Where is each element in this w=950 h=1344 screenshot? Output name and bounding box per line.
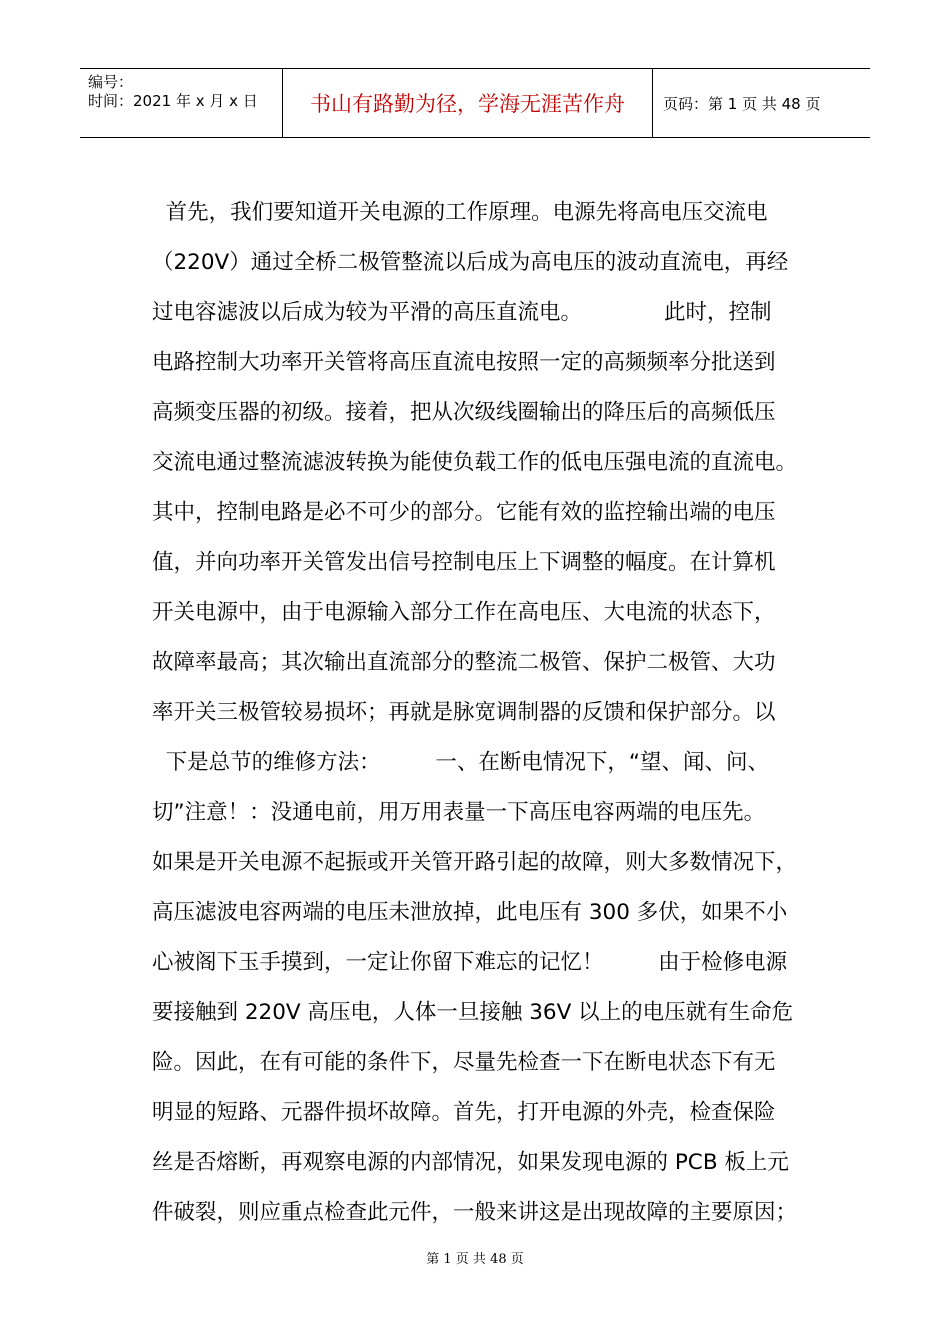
- body-line: 其中，控制电路是必不可少的部分。它能有效的监控输出端的电压: [152, 500, 776, 525]
- body-line: 过电容滤波以后成为较为平滑的高压直流电。 此时，控制: [152, 300, 772, 325]
- body-line: 首先，我们要知道开关电源的工作原理。电源先将高电压交流电: [152, 200, 768, 225]
- body-line: 切”注意！：没通电前，用万用表量一下高压电容两端的电压先。: [152, 800, 766, 825]
- page-footer: 第 1 页 共 48 页: [426, 1252, 524, 1267]
- body-line: 要接触到 220V 高压电，人体一旦接触 36V 以上的电压就有生命危: [152, 1000, 794, 1025]
- header-meta: [88, 73, 258, 111]
- body-line: 高频变压器的初级。接着，把从次级线圈输出的降压后的高频低压: [152, 400, 776, 425]
- body-line: 交流电通过整流滤波转换为能使负载工作的低电压强电流的直流电。: [152, 450, 798, 475]
- body-line: 开关电源中，由于电源输入部分工作在高电压、大电流的状态下，: [152, 600, 776, 625]
- document-number-label: 编号：: [88, 73, 134, 91]
- body-line: （220V）通过全桥二极管整流以后成为高电压的波动直流电，再经: [152, 250, 789, 275]
- header-page-info: 页码：第 1 页 共 48 页: [663, 94, 821, 113]
- body-line: 故障率最高；其次输出直流部分的整流二极管、保护二极管、大功: [152, 650, 776, 675]
- page-header: [80, 68, 870, 138]
- header-divider: [652, 69, 653, 137]
- body-line: 高压滤波电容两端的电压未泄放掉，此电压有 300 多伏，如果不小: [152, 900, 788, 925]
- body-line: 率开关三极管较易损坏；再就是脉宽调制器的反馈和保护部分。以: [152, 700, 776, 725]
- body-line: 下是总节的维修方法： 一、在断电情况下，“望、闻、问、: [152, 750, 769, 775]
- body-line: 电路控制大功率开关管将高压直流电按照一定的高频频率分批送到: [152, 350, 776, 375]
- body-line: 件破裂，则应重点检查此元件，一般来讲这是出现故障的主要原因；: [152, 1200, 798, 1225]
- body-line: 如果是开关电源不起振或开关管开路引起的故障，则大多数情况下，: [152, 850, 798, 875]
- body-line: 险。因此，在有可能的条件下，尽量先检查一下在断电状态下有无: [152, 1050, 776, 1075]
- header-motto: 书山有路勤为径，学海无涯苦作舟: [310, 92, 625, 116]
- body-line: 明显的短路、元器件损坏故障。首先，打开电源的外壳，检查保险: [152, 1100, 776, 1125]
- body-line: 值，并向功率开关管发出信号控制电压上下调整的幅度。在计算机: [152, 550, 776, 575]
- body-line: 心被阁下玉手摸到，一定让你留下难忘的记忆！ 由于检修电源: [152, 950, 788, 975]
- document-date-label: 时间：2021 年 x 月 x 日: [88, 92, 258, 110]
- body-line: 丝是否熔断，再观察电源的内部情况，如果发现电源的 PCB 板上元: [152, 1150, 789, 1175]
